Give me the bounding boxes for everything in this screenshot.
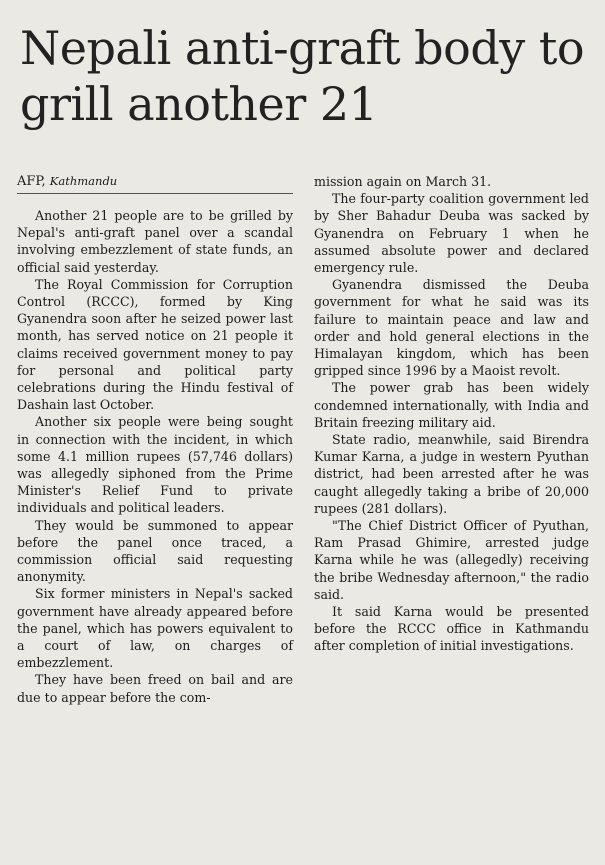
paragraph: "The Chief District Officer of Pyuthan, Ram Prasad Ghimire, arrested judge Karna while he was (allegedly) receiving the bribe Wednesday afternoon," the radio said. [314,518,589,602]
paragraph: The four-party coalition government led by Sher Bahadur Deuba was sacked by Gyanendra on February 1 when he assumed absolute power and declared emergency rule. [314,191,589,276]
paragraph: They would be summoned to appear before the panel once traced, a commission official said requesting anonymity. [17,517,293,585]
paragraph: Gyanendra dismissed the Deuba government for what he said was its failure to maintain peace and law and order and hold general elections in the Himalayan kingdom, which has been gripped since 1996 by a Maoist revolt. [314,277,589,379]
headline: Nepali anti-graft body to grill another 21 [20,21,585,131]
byline-rule [17,193,293,194]
paragraph: The Royal Commission for Corruption Control (RCCC), formed by King Gyanendra soon after he seized power last month, has served notice on 21 people it claims received government money to pay for personal and political party celebrations during the Hindu festival of Dashain last October. [17,276,293,413]
paragraph: They have been freed on bail and are due to appear before the com- [17,672,293,705]
paragraph: Another six people were being sought in connection with the incident, in which some 4.1 million rupees (57,746 dollars) was allegedly siphoned from the Prime Minister's Relief Fund to private individuals and political leaders. [17,414,293,516]
byline-agency: AFP, [17,174,46,189]
article-column-left [17,207,293,706]
paragraph: Another 21 people are to be grilled by Nepal's anti-graft panel over a scandal involving embezzlement of state funds, an official said yesterday. [17,208,293,275]
paragraph: State radio, meanwhile, said Birendra Kumar Karna, a judge in western Pyuthan district, had been arrested after he was caught allegedly taking a bribe of 20,000 rupees (281 dollars). [314,432,589,516]
paragraph-continuation: mission again on March 31. [314,174,492,189]
byline-place: Kathmandu [49,174,118,188]
article-column-right [314,173,589,655]
paragraph: It said Karna would be presented before the RCCC office in Kathmandu after completion of initial investigations. [314,604,589,654]
byline [17,173,293,190]
paragraph: Six former ministers in Nepal's sacked government have already appeared before the panel, which has powers equivalent to a court of law, on charges of embezzlement. [17,586,293,671]
paragraph: The power grab has been widely condemned internationally, with India and Britain freezing military aid. [314,380,589,430]
